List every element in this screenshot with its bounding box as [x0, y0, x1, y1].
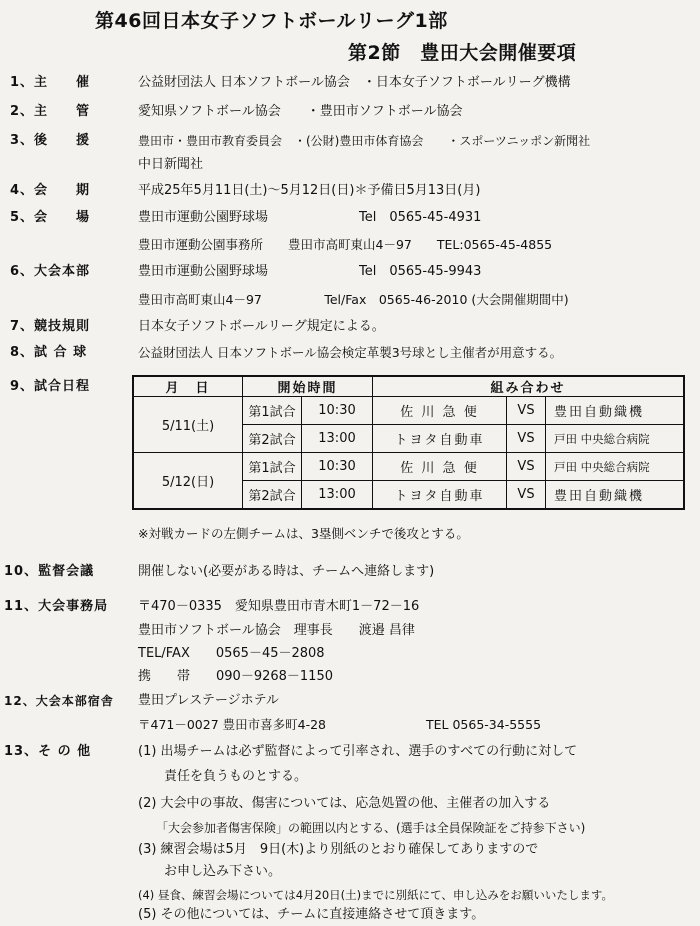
section-secretariat-cont [0, 643, 700, 665]
start-time: 13:00 [302, 481, 373, 510]
section-value: 豊田市運動公園野球場 Tel 0565-45-4931 [138, 210, 482, 225]
section-label: 10、監督会議 [4, 564, 95, 579]
home-team: 佐 川 急 便 [373, 453, 507, 481]
section-other-cont [0, 884, 700, 906]
section-value: 豊田市運動公園事務所 豊田市高町東山4－97 TEL:0565-45-4855 [138, 237, 553, 252]
section-other-cont [0, 904, 700, 926]
section-label: 4、会 期 [10, 183, 91, 198]
match-date: 5/11(土) [133, 397, 243, 453]
start-time: 13:00 [302, 425, 373, 453]
section-value: (4) 昼食、練習会場については4月20日(土)までに別紙にて、申し込みをお願いいたします。 [138, 888, 613, 902]
table-row [133, 453, 684, 481]
vs-label: VS [507, 425, 546, 453]
section-value: 〒470－0335 愛知県豊田市青木町1－72－16 [138, 599, 420, 614]
section-other-cont [0, 766, 700, 788]
vs-label: VS [507, 481, 546, 510]
document-title: 第46回日本女子ソフトボールリーグ1部 [95, 10, 448, 32]
section-value: 中日新聞社 [138, 157, 204, 172]
vs-label: VS [507, 397, 546, 425]
section-other-cont [0, 817, 700, 839]
section-value: 公益財団法人 日本ソフトボール協会 ・日本女子ソフトボールリーグ機構 [138, 75, 571, 90]
home-team: トヨタ自動車 [373, 425, 507, 453]
start-time: 10:30 [302, 397, 373, 425]
section-secretariat-cont [0, 666, 700, 688]
vs-label: VS [507, 453, 546, 481]
section-accommodation-cont [0, 714, 700, 736]
section-headquarters [0, 261, 700, 283]
document-subtitle: 第2節 豊田大会開催要項 [348, 42, 577, 64]
section-other [0, 741, 700, 763]
section-label: 5、会 場 [10, 210, 91, 225]
schedule-note-text: ※対戦カードの左側チームは、3塁側ベンチで後攻とする。 [138, 526, 469, 541]
game-number: 第1試合 [243, 397, 302, 425]
section-period [0, 180, 700, 202]
section-secretariat-cont [0, 620, 700, 642]
section-label: 11、大会事務局 [4, 599, 109, 614]
section-value: (5) その他については、チームに直接連絡させて頂きます。 [138, 907, 485, 922]
section-value: 愛知県ソフトボール協会 ・豊田市ソフトボール協会 [138, 104, 463, 119]
section-value: 平成25年5月11日(土)～5月12日(日)＊予備日5月13日(月) [138, 183, 481, 198]
section-value: (2) 大会中の事故、傷害については、応急処置の他、主催者の加入する [138, 796, 551, 811]
section-label: 6、大会本部 [10, 264, 91, 279]
section-value: (1) 出場チームは必ず監督によって引率され、選手のすべての行動に対して [138, 744, 578, 759]
section-other-cont [0, 861, 700, 883]
section-label: 9、試合日程 [10, 379, 91, 394]
game-number: 第2試合 [243, 481, 302, 510]
column-header-matchup: 組み合わせ [373, 376, 685, 397]
section-value: TEL/FAX 0565－45－2808 [138, 646, 325, 661]
section-value: 公益財団法人 日本ソフトボール協会検定革製3号球とし主催者が用意する。 [138, 345, 563, 360]
section-value: 開催しない(必要がある時は、チームへ連絡します) [138, 564, 435, 579]
section-support [0, 130, 700, 152]
game-number: 第2試合 [243, 425, 302, 453]
section-venue-cont [0, 234, 700, 256]
start-time: 10:30 [302, 453, 373, 481]
section-value: 〒471－0027 豊田市喜多町4-28 TEL 0565-34-5555 [138, 717, 542, 732]
game-number: 第1試合 [243, 453, 302, 481]
section-other-cont [0, 793, 700, 815]
section-label: 3、後 援 [10, 133, 91, 148]
section-value: 豊田市運動公園野球場 Tel 0565-45-9943 [138, 264, 482, 279]
section-label: 1、主 催 [10, 75, 91, 90]
section-rules [0, 316, 700, 338]
table-header-row [133, 376, 684, 397]
table-row [133, 397, 684, 425]
section-value: 「大会参加者傷害保険」の範囲以内とする、(選手は全員保険証をご持参下さい) [138, 821, 586, 835]
section-value: 豊田市・豊田市教育委員会 ・(公財)豊田市体育協会 ・スポーツニッポン新聞社 [138, 134, 591, 148]
section-label: 2、主 管 [10, 104, 91, 119]
section-managers-meeting [0, 561, 700, 583]
section-accommodation [0, 690, 700, 712]
section-label: 12、大会本部宿舎 [4, 694, 114, 708]
section-value: お申し込み下さい。 [138, 864, 282, 879]
section-value: 豊田市ソフトボール協会 理事長 渡邉 昌律 [138, 623, 415, 638]
section-support-cont [0, 154, 700, 176]
section-other-cont [0, 839, 700, 861]
section-label: 7、競技規則 [10, 319, 91, 334]
schedule-note [0, 523, 700, 545]
home-team: 佐 川 急 便 [373, 397, 507, 425]
column-header-start-time: 開始時間 [243, 376, 373, 397]
section-ball [0, 342, 700, 364]
home-team: トヨタ自動車 [373, 481, 507, 510]
section-value: 携 帯 090－9268－1150 [138, 669, 333, 684]
section-value: 日本女子ソフトボールリーグ規定による。 [138, 319, 385, 334]
section-secretariat [0, 596, 700, 618]
section-venue [0, 207, 700, 229]
section-value: 責任を負うものとする。 [138, 769, 308, 784]
section-value: (3) 練習会場は5月 9日(木)より別紙のとおり確保してありますので [138, 842, 539, 857]
away-team: 戸田 中央総合病院 [546, 425, 685, 453]
section-label: 13、そ の 他 [4, 744, 92, 759]
section-management [0, 101, 700, 123]
section-value: 豊田プレステージホテル [138, 693, 279, 708]
section-organizer [0, 72, 700, 94]
away-team: 豊田自動織機 [546, 397, 685, 425]
section-value: 豊田市高町東山4－97 Tel/Fax 0565-46-2010 (大会開催期間中) [138, 292, 569, 307]
match-date: 5/12(日) [133, 453, 243, 510]
away-team: 豊田自動織機 [546, 481, 685, 510]
section-label: 8、試 合 球 [10, 345, 88, 360]
schedule-table [132, 375, 685, 510]
column-header-date: 月 日 [133, 376, 243, 397]
away-team: 戸田 中央総合病院 [546, 453, 685, 481]
section-headquarters-cont [0, 289, 700, 311]
